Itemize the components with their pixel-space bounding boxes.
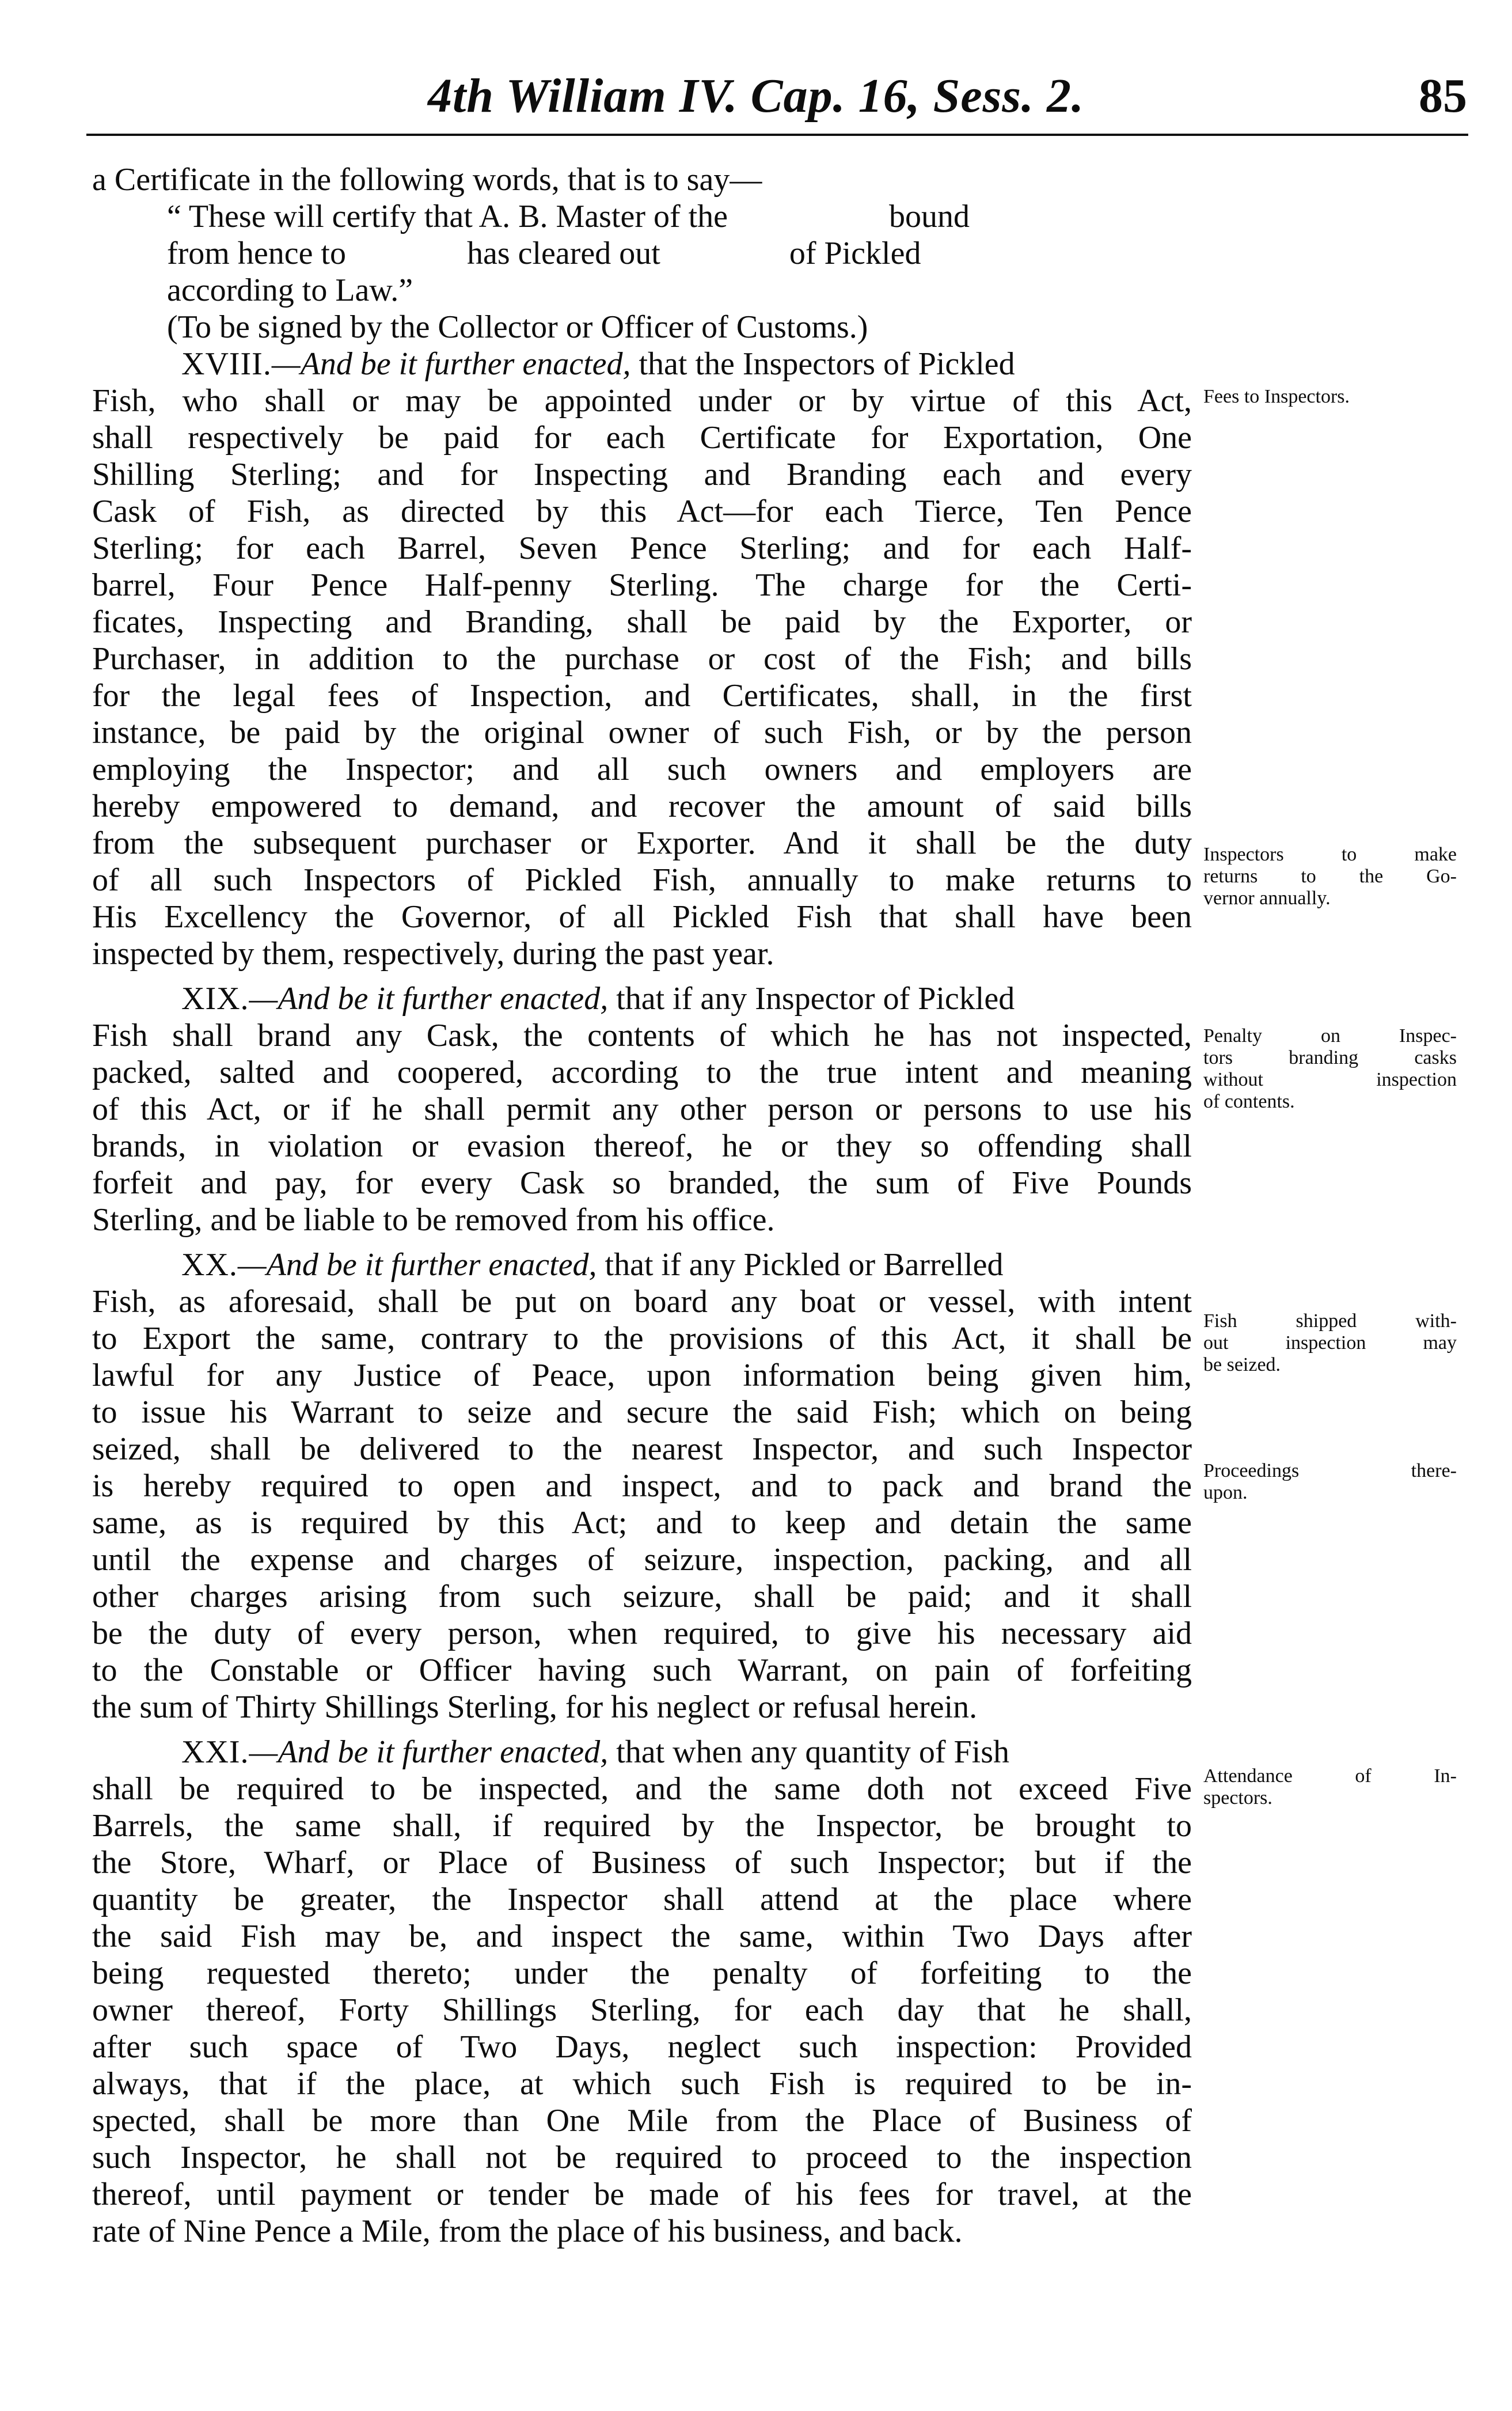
section-line: the said Fish may be, and inspect the same, within Two Days after — [92, 1919, 1192, 1954]
header-rule — [86, 134, 1468, 136]
section-number: XX. — [181, 1247, 238, 1283]
margin-note — [1203, 1310, 1457, 1376]
section-line: from the subsequent purchaser or Exporter. And it shall be the duty — [92, 825, 1192, 861]
section-line: Fish, as aforesaid, shall be put on board any boat or vessel, with intent — [92, 1284, 1192, 1320]
section-line: to Export the same, contrary to the provisions of this Act, it shall be — [92, 1321, 1192, 1356]
section-first-line — [92, 1734, 1192, 1771]
sections-container — [92, 346, 1192, 2250]
section-line: to issue his Warrant to seize and secure the said Fish; which on being — [92, 1394, 1192, 1430]
section-line: after such space of Two Days, neglect such inspection: Provided — [92, 2029, 1192, 2065]
section-line: such Inspector, he shall not be required to proceed to the inspection — [92, 2140, 1192, 2175]
section-number: XVIII. — [181, 346, 272, 382]
margin-note — [1203, 844, 1457, 909]
certificate-line: according to Law.” — [167, 272, 413, 308]
section-line: instance, be paid by the original owner of such Fish, or by the person — [92, 715, 1192, 750]
certificate-signature-note: (To be signed by the Collector or Officer of Customs.) — [167, 309, 868, 345]
section-gap — [92, 972, 1192, 980]
section-line: same, as is required by this Act; and to keep and detain the same — [92, 1505, 1192, 1541]
section-line: is hereby required to open and inspect, and to pack and brand the — [92, 1468, 1192, 1504]
section-line: spected, shall be more than One Mile from the Place of Business of — [92, 2103, 1192, 2139]
enacting-clause: —And be it further enacted, — [249, 981, 609, 1017]
margin-note-line: upon. — [1203, 1482, 1248, 1503]
section-gap — [92, 1238, 1192, 1246]
certificate-line: from hence to has cleared out of Pickled — [167, 236, 921, 271]
section-line: ficates, Inspecting and Branding, shall be paid by the Exporter, or — [92, 604, 1192, 640]
section-3 — [92, 1734, 1192, 2250]
section-0 — [92, 346, 1192, 972]
margin-note-line: Proceedings there- — [1203, 1460, 1457, 1481]
section-text: that when any quantity of Fish — [608, 1734, 1009, 1770]
section-line: the sum of Thirty Shillings Sterling, for his neglect or refusal herein. — [92, 1689, 978, 1725]
section-line: rate of Nine Pence a Mile, from the place of his business, and back. — [92, 2213, 963, 2249]
margin-note-line: Penalty on Inspec- — [1203, 1025, 1457, 1047]
section-line: inspected by them, respectively, during the past year. — [92, 936, 774, 972]
section-line: Sterling, and be liable to be removed from his office. — [92, 1202, 775, 1238]
margin-note — [1203, 1460, 1457, 1504]
section-first-line — [92, 346, 1192, 382]
margin-note-line: tors branding casks — [1203, 1047, 1457, 1068]
section-text: that if any Pickled or Barrelled — [597, 1247, 1004, 1283]
section-line: shall respectively be paid for each Certificate for Exportation, One — [92, 420, 1192, 456]
section-line: lawful for any Justice of Peace, upon information being given him, — [92, 1358, 1192, 1393]
section-line: Shilling Sterling; and for Inspecting and Branding each and every — [92, 457, 1192, 492]
section-line: Cask of Fish, as directed by this Act—for each Tierce, Ten Pence — [92, 494, 1192, 529]
page-number: 85 — [1419, 69, 1467, 123]
section-line: quantity be greater, the Inspector shall attend at the place where — [92, 1882, 1192, 1917]
section-line: His Excellency the Governor, of all Pickled Fish that shall have been — [92, 899, 1192, 935]
margin-note-line: without inspection — [1203, 1069, 1457, 1090]
section-2 — [92, 1246, 1192, 1726]
section-line: other charges arising from such seizure, shall be paid; and it shall — [92, 1579, 1192, 1614]
margin-note — [1203, 386, 1457, 408]
certificate-intro: a Certificate in the following words, that is to say— — [92, 162, 762, 198]
section-line: hereby empowered to demand, and recover the amount of said bills — [92, 788, 1192, 824]
section-line: for the legal fees of Inspection, and Certificates, shall, in the first — [92, 678, 1192, 714]
section-line: to the Constable or Officer having such Warrant, on pain of forfeiting — [92, 1652, 1192, 1688]
certificate-line: “ These will certify that A. B. Master of the bound — [167, 199, 970, 234]
margin-note-line: Fish shipped with- — [1203, 1310, 1457, 1332]
statute-text — [92, 161, 1192, 2250]
section-line: of this Act, or if he shall permit any other person or persons to use his — [92, 1091, 1192, 1127]
section-line: shall be required to be inspected, and the same doth not exceed Five — [92, 1771, 1192, 1807]
section-line: barrel, Four Pence Half-penny Sterling. The charge for the Certi- — [92, 567, 1192, 603]
enacting-clause: —And be it further enacted, — [237, 1247, 597, 1283]
section-line: be the duty of every person, when required, to give his necessary aid — [92, 1616, 1192, 1651]
section-line: being requested thereto; under the penalty of forfeiting to the — [92, 1955, 1192, 1991]
section-line: until the expense and charges of seizure, inspection, packing, and all — [92, 1542, 1192, 1578]
section-line: of all such Inspectors of Pickled Fish, annually to make returns to — [92, 862, 1192, 898]
section-text: that the Inspectors of Pickled — [630, 346, 1015, 382]
section-line: seized, shall be delivered to the nearest Inspector, and such Inspector — [92, 1431, 1192, 1467]
section-line: brands, in violation or evasion thereof, he or they so offending shall — [92, 1128, 1192, 1164]
page-header — [0, 68, 1512, 131]
margin-note-line: of contents. — [1203, 1091, 1295, 1112]
section-line: packed, salted and coopered, according to the true intent and meaning — [92, 1055, 1192, 1090]
section-text: that if any Inspector of Pickled — [608, 981, 1015, 1017]
section-number: XIX. — [181, 981, 249, 1017]
section-1 — [92, 980, 1192, 1238]
certificate-form — [92, 198, 1192, 346]
section-line: the Store, Wharf, or Place of Business of such Inspector; but if the — [92, 1845, 1192, 1881]
section-gap — [92, 1726, 1192, 1734]
margin-note-line: Fees to Inspectors. — [1203, 386, 1350, 407]
section-line: always, that if the place, at which such Fish is required to be in- — [92, 2066, 1192, 2102]
margin-note-line: Attendance of In- — [1203, 1765, 1457, 1787]
margin-note-line: spectors. — [1203, 1787, 1272, 1809]
running-title: 4th William IV. Cap. 16, Sess. 2. — [427, 69, 1085, 123]
section-number: XXI. — [181, 1734, 249, 1770]
enacting-clause: —And be it further enacted, — [249, 1734, 609, 1770]
section-line: Sterling; for each Barrel, Seven Pence Sterling; and for each Half- — [92, 530, 1192, 566]
section-line: Barrels, the same shall, if required by the Inspector, be brought to — [92, 1808, 1192, 1844]
margin-note — [1203, 1025, 1457, 1113]
section-line: owner thereof, Forty Shillings Sterling, for each day that he shall, — [92, 1992, 1192, 2028]
margin-note-line: Inspectors to make — [1203, 844, 1457, 865]
enacting-clause: —And be it further enacted, — [271, 346, 631, 382]
section-line: Purchaser, in addition to the purchase or cost of the Fish; and bills — [92, 641, 1192, 677]
section-line: thereof, until payment or tender be made of his fees for travel, at the — [92, 2177, 1192, 2212]
section-line: employing the Inspector; and all such owners and employers are — [92, 752, 1192, 787]
section-first-line — [92, 980, 1192, 1017]
section-first-line — [92, 1246, 1192, 1283]
margin-note-line: out inspection may — [1203, 1332, 1457, 1354]
margin-note-line: vernor annually. — [1203, 888, 1331, 909]
margin-note-line: returns to the Go- — [1203, 866, 1457, 887]
margin-note — [1203, 1765, 1457, 1809]
section-line: Fish, who shall or may be appointed under or by virtue of this Act, — [92, 383, 1192, 419]
margin-note-line: be seized. — [1203, 1354, 1281, 1375]
section-line: forfeit and pay, for every Cask so branded, the sum of Five Pounds — [92, 1165, 1192, 1201]
section-line: Fish shall brand any Cask, the contents of which he has not inspected, — [92, 1018, 1192, 1053]
